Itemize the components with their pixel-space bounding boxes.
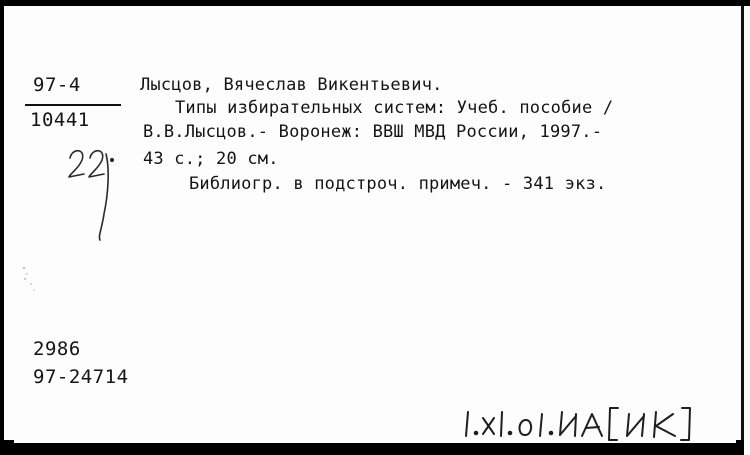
paper-specks <box>20 265 50 295</box>
author-heading: Лысцов, Вячеслав Викентьевич. <box>140 75 443 95</box>
title-line-1: Типы избирательных систем: Учеб. пособие / <box>175 98 614 118</box>
card-top-border <box>0 0 750 6</box>
shelfmark-divider <box>25 104 121 106</box>
code-number-1: 2986 <box>33 338 81 360</box>
handwritten-margin-mark <box>60 140 130 245</box>
class-number: 97-4 <box>33 74 81 96</box>
card-right-border <box>741 6 744 455</box>
inventory-number: 10441 <box>30 109 90 131</box>
extent-line: 43 с.; 20 см. <box>143 149 279 169</box>
code-number-2: 97-24714 <box>33 366 129 388</box>
title-line-2: В.В.Лысцов.- Воронеж: ВВШ МВД России, 1997.- <box>143 122 603 142</box>
card-left-border <box>0 0 4 455</box>
handwritten-footer-note <box>458 402 738 442</box>
note-line: Библиогр. в подстроч. примеч. - 341 экз. <box>189 174 607 194</box>
